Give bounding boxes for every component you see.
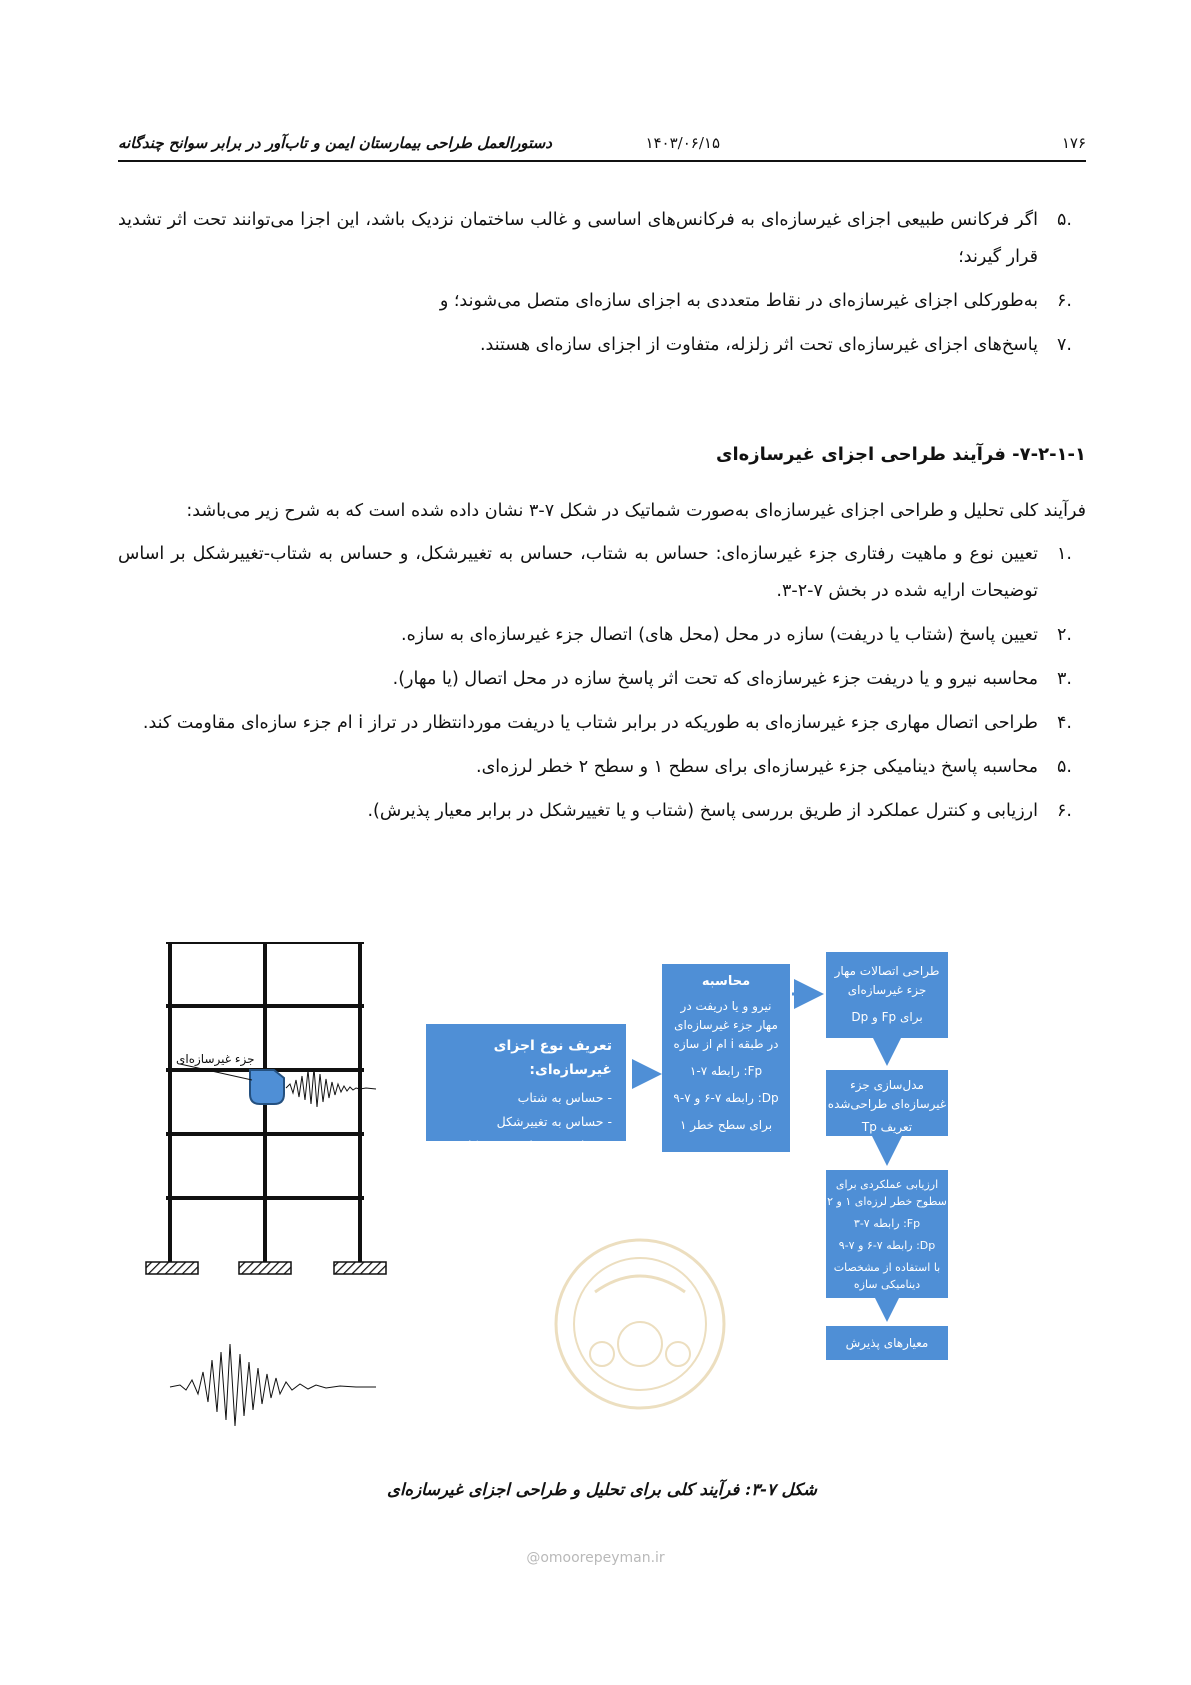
figure-caption: شکل ۷-۳: فرآیند کلی برای تحلیل و طراحی اجزای غیرسازه‌ای xyxy=(387,1480,817,1499)
list-item: .۲ تعیین پاسخ (شتاب یا دریفت) سازه در محل (محل های) اتصال جزء غیرسازه‌ای به سازه. xyxy=(401,625,1072,645)
component-response-waveform xyxy=(286,1068,376,1107)
header-title: دستورالعمل طراحی بیمارستان ایمن و تاب‌آور در برابر سوانح چندگانه xyxy=(118,134,552,152)
page-number: ۱۷۶ xyxy=(1061,134,1086,152)
section-heading: ۷-۲-۱-۱- فرآیند طراحی اجزای غیرسازه‌ای xyxy=(715,444,1086,465)
list-item: .۶ به‌طورکلی اجزای غیرسازه‌ای در نقاط متعددی به اجزای سازه‌ای متصل می‌شوند؛ و xyxy=(439,291,1072,311)
acceptance-criteria-box: معیارهای پذیرش xyxy=(826,1326,948,1360)
header-date: ۱۴۰۳/۰۶/۱۵ xyxy=(645,134,720,152)
running-header xyxy=(118,132,1086,162)
evaluation-box: ارزیابی عملکردی برای سطوح خطر لرزه‌ای ۱ و ۲ Fp: رابطه ۷-۳ Dp: رابطه ۷-۶ و ۷-۹ با استفاده از مشخصات دینامیکی سازه xyxy=(826,1170,948,1298)
watermark-url: @omoorepeyman.ir xyxy=(526,1550,665,1566)
list-item: .۵ اگر فرکانس طبیعی اجزای غیرسازه‌ای به فرکانس‌های اساسی و غالب ساختمان نزدیک باشد، این اجزا می‌توانند تحت اثر تشدید قرار گیرند؛ xyxy=(118,210,1072,267)
list-continued xyxy=(118,202,1086,371)
list-item: .۱ تعیین نوع و ماهیت رفتاری جزء غیرسازه‌ای: حساس به شتاب، حساس به تغییرشکل، و حساس به شتاب-تغییرشکل بر اساس توضیحات ارایه شده در بخش ۷-۲-۳. xyxy=(118,544,1072,601)
list-item: .۷ پاسخ‌های اجزای غیرسازه‌ای تحت اثر زلزله، متفاوت از اجزای سازه‌ای هستند. xyxy=(479,335,1072,355)
ground-supports xyxy=(146,1262,386,1274)
ground-motion-waveform xyxy=(170,1344,376,1426)
component-block-icon xyxy=(250,1070,284,1104)
define-types-box: تعریف نوع اجزای غیرسازه‌ای: - حساس به شتاب - حساس به تغییرشکل - حساس به شتاب-تغییرشکل xyxy=(426,1024,626,1141)
list-item: .۳ محاسبه نیرو و یا دریفت جزء غیرسازه‌ای که تحت اثر پاسخ سازه در محل اتصال (یا مهار). xyxy=(392,669,1072,689)
modeling-box: مدل‌سازی جزء غیرسازه‌ای طراحی‌شده تعریف Tp xyxy=(826,1070,948,1136)
watermark-seal-icon xyxy=(556,1240,724,1408)
figure-process-diagram xyxy=(140,942,1060,1472)
design-anchorage-box: طراحی اتصالات مهار جزء غیرسازه‌ای برای Fp و Dp xyxy=(826,952,948,1038)
list-item: .۴ طراحی اتصال مهاری جزء غیرسازه‌ای به طوریکه در برابر شتاب یا دریفت موردانتظار در تراز i ام جزء سازه‌ای مقاومت کند. xyxy=(142,713,1072,733)
list-item: .۶ ارزیابی و کنترل عملکرد از طریق بررسی پاسخ (شتاب و یا تغییرشکل در برابر معیار پذیرش). xyxy=(367,801,1072,821)
calculation-box: محاسبه نیرو و یا دریفت در مهار جزء غیرسازه‌ای در طبقه i ام از سازه Fp: رابطه ۷-۱ Dp: رابطه ۷-۶ و ۷-۹ برای سطح خطر ۱ xyxy=(662,964,790,1152)
intro-paragraph: فرآیند کلی تحلیل و طراحی اجزای غیرسازه‌ای به‌صورت شماتیک در شکل ۷-۳ نشان داده شده است که به شرح زیر می‌باشد: xyxy=(186,501,1086,521)
list-item: .۵ محاسبه پاسخ دینامیکی جزء غیرسازه‌ای برای سطح ۱ و سطح ۲ خطر لرزه‌ای. xyxy=(476,757,1072,777)
section-body xyxy=(118,493,1086,837)
component-label: جزء غیرسازه‌ای xyxy=(176,1052,255,1066)
